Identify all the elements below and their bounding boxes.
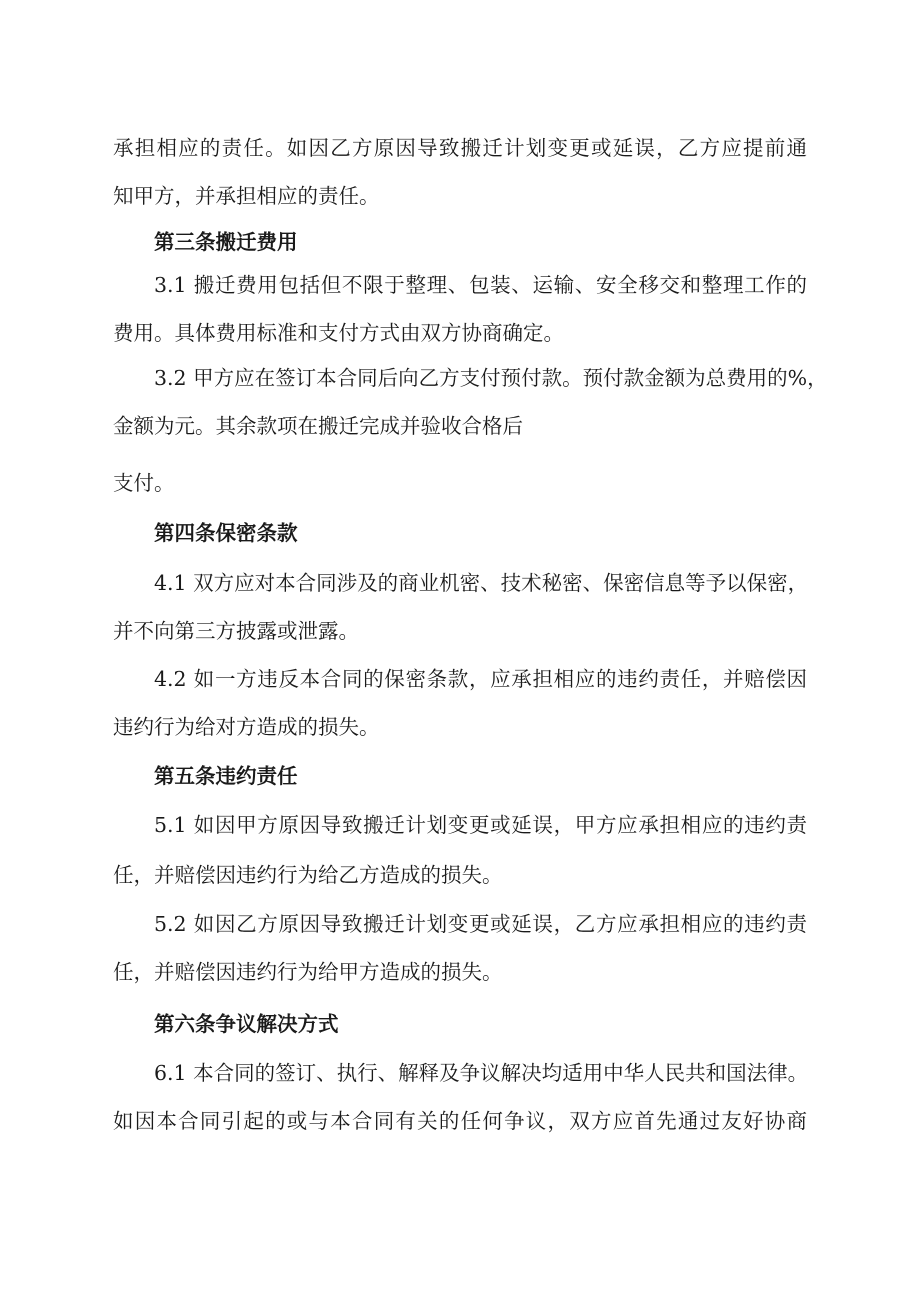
- paragraph-line: 任，并赔偿因违约行为给甲方造成的损失。: [113, 960, 503, 984]
- section-heading-5: 第五条违约责任: [154, 764, 298, 788]
- paragraph-line: 3.1 搬迁费用包括但不限于整理、包装、运输、安全移交和整理工作的: [154, 273, 807, 297]
- paragraph-line: 金额为元。其余款项在搬迁完成并验收合格后: [113, 414, 523, 438]
- section-heading-3: 第三条搬迁费用: [154, 230, 298, 254]
- paragraph-line: 违约行为给对方造成的损失。: [113, 715, 380, 739]
- paragraph-line: 3.2 甲方应在签订本合同后向乙方支付预付款。预付款金额为总费用的%，: [154, 366, 828, 390]
- paragraph-line: 知甲方，并承担相应的责任。: [113, 184, 380, 208]
- paragraph-line: 任，并赔偿因违约行为给乙方造成的损失。: [113, 863, 503, 887]
- paragraph-line: 6.1 本合同的签订、执行、解释及争议解决均适用中华人民共和国法律。: [154, 1061, 809, 1085]
- section-heading-4: 第四条保密条款: [154, 521, 298, 545]
- paragraph-line: 并不向第三方披露或泄露。: [113, 619, 359, 643]
- paragraph-line: 承担相应的责任。如因乙方原因导致搬迁计划变更或延误，乙方应提前通: [113, 136, 807, 160]
- paragraph-line: 5.1 如因甲方原因导致搬迁计划变更或延误，甲方应承担相应的违约责: [154, 813, 807, 837]
- paragraph-line: 费用。具体费用标准和支付方式由双方协商确定。: [113, 321, 564, 345]
- paragraph-line: 4.2 如一方违反本合同的保密条款，应承担相应的违约责任，并赔偿因: [154, 667, 807, 691]
- paragraph-line: 如因本合同引起的或与本合同有关的任何争议，双方应首先通过友好协商: [113, 1109, 807, 1133]
- paragraph-line: 5.2 如因乙方原因导致搬迁计划变更或延误，乙方应承担相应的违约责: [154, 912, 807, 936]
- section-heading-6: 第六条争议解决方式: [154, 1012, 339, 1036]
- paragraph-line: 支付。: [113, 471, 175, 495]
- paragraph-line: 4.1 双方应对本合同涉及的商业机密、技术秘密、保密信息等予以保密，: [154, 571, 809, 595]
